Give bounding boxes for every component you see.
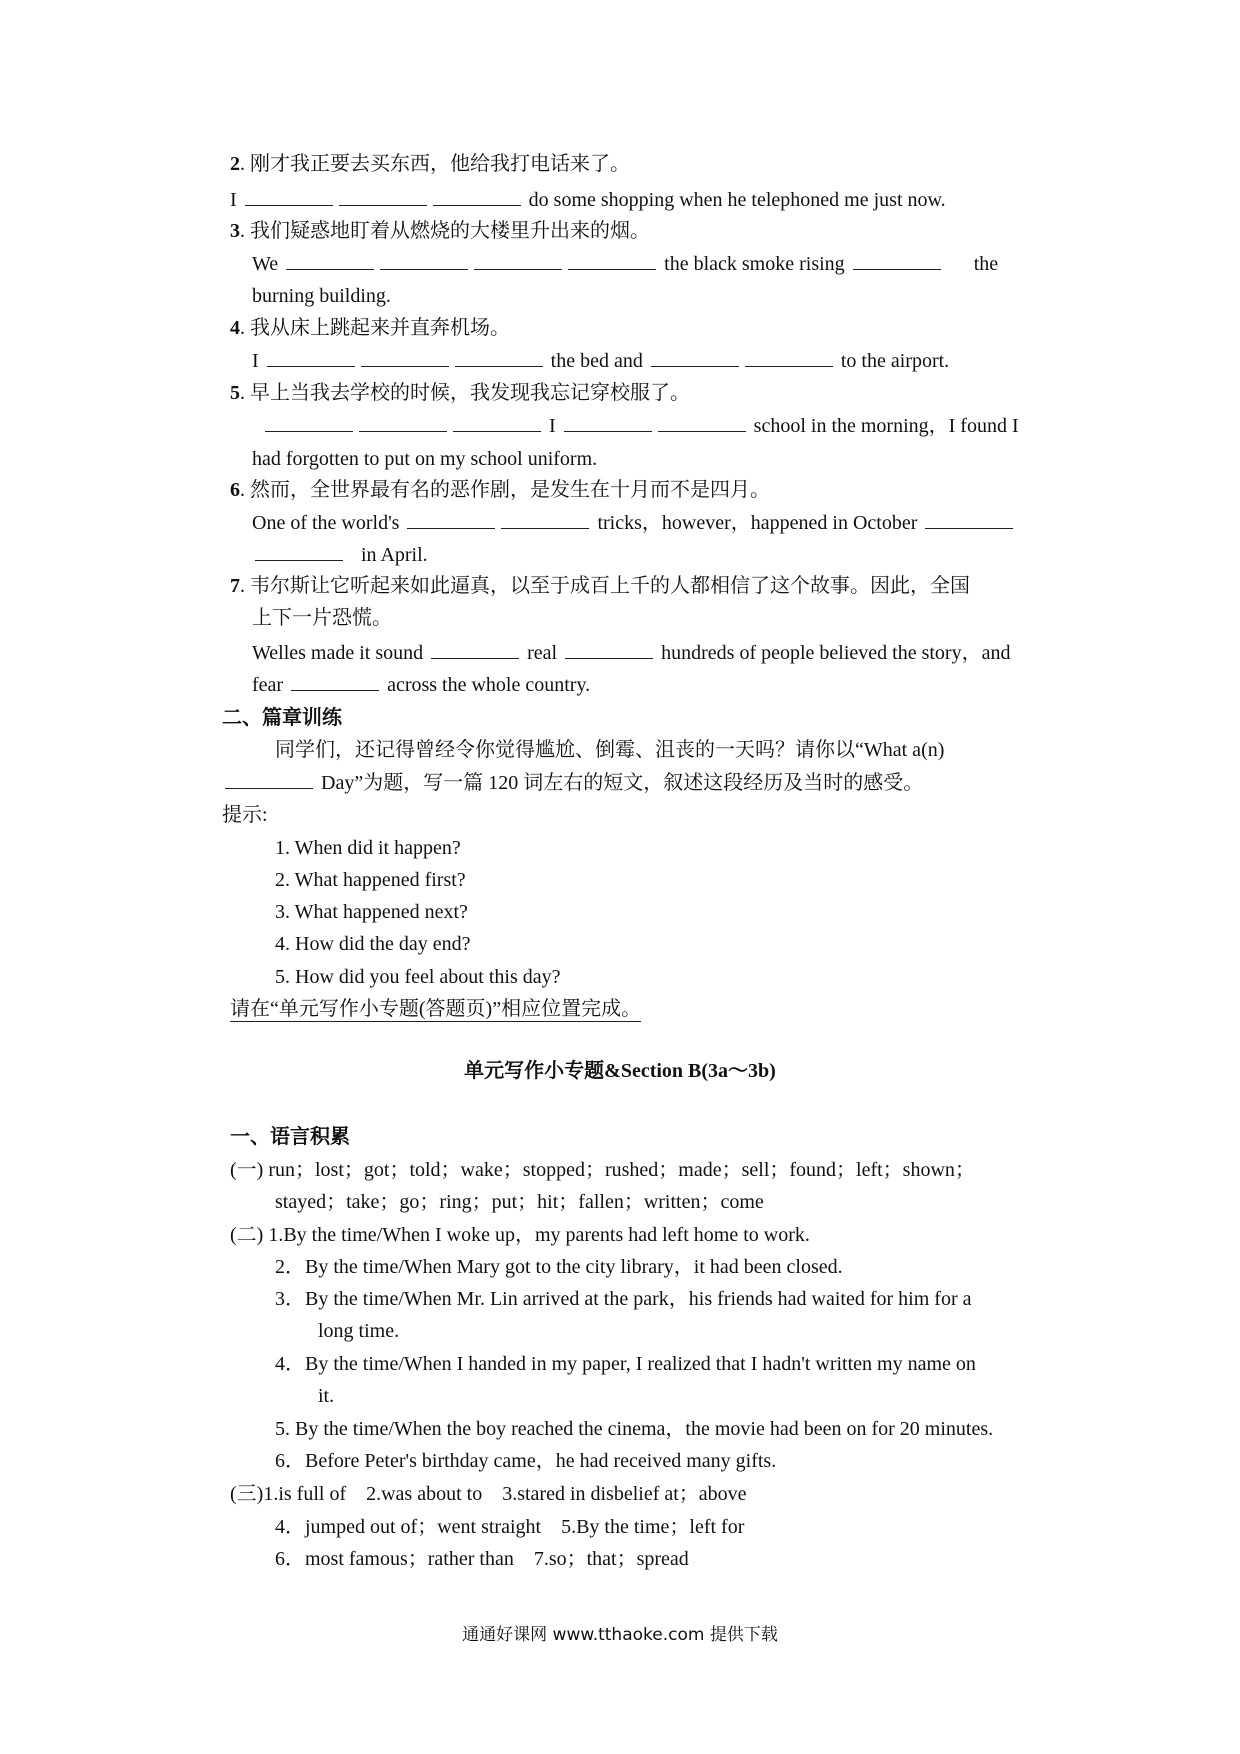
blank[interactable]: [291, 672, 379, 691]
blank[interactable]: [286, 251, 374, 270]
part2-item4-cont: it.: [318, 1385, 335, 1407]
q5-english-line2: had forgotten to put on my school uniform.: [252, 448, 598, 470]
q4-chinese: 4. 我从床上跳起来并直奔机场。: [230, 317, 510, 339]
blank[interactable]: [568, 251, 656, 270]
blank[interactable]: [455, 348, 543, 367]
hint-item: 4. How did the day end?: [275, 933, 471, 955]
part2-item2: 2．By the time/When Mary got to the city library，it had been closed.: [275, 1256, 843, 1278]
q3-chinese: 3. 我们疑惑地盯着从燃烧的大楼里升出来的烟。: [230, 220, 650, 242]
hint-item: 2. What happened first?: [275, 869, 466, 891]
q6-english-line1: One of the world's tricks，however，happened in October: [252, 510, 1016, 536]
q2-chinese: 2. 刚才我正要去买东西，他给我打电话来了。: [230, 153, 630, 175]
q5-chinese: 5. 早上当我去学校的时候，我发现我忘记穿校服了。: [230, 382, 690, 404]
part3-line3: 6．most famous；rather than 7.so；that；spread: [275, 1548, 689, 1570]
hint-item: 1. When did it happen?: [275, 837, 461, 859]
blank[interactable]: [501, 510, 589, 529]
part2-item4: 4．By the time/When I handed in my paper, I realized that I hadn't written my name on: [275, 1353, 976, 1375]
q6-english-line2: in April.: [252, 542, 428, 568]
blank[interactable]: [265, 413, 353, 432]
essay-prompt-line1: 同学们，还记得曾经令你觉得尴尬、倒霉、沮丧的一天吗？请你以“What a(n): [275, 739, 945, 761]
blank[interactable]: [474, 251, 562, 270]
title-blank[interactable]: [225, 770, 313, 789]
blank[interactable]: [407, 510, 495, 529]
page-footer: 通通好课网 www.tthaoke.com 提供下载: [462, 1625, 778, 1645]
part1-line2: stayed；take；go；ring；put；hit；fallen；written；come: [275, 1191, 764, 1213]
blank[interactable]: [564, 413, 652, 432]
blank[interactable]: [359, 413, 447, 432]
blank[interactable]: [925, 510, 1013, 529]
blank[interactable]: [565, 640, 653, 659]
essay-heading: 二、篇章训练: [222, 707, 342, 729]
blank[interactable]: [245, 187, 333, 206]
part2-item1: (二) 1.By the time/When I woke up，my parents had left home to work.: [230, 1224, 810, 1246]
part3-line2: 4．jumped out of；went straight 5.By the time；left for: [275, 1516, 745, 1538]
q4-english: I the bed and to the airport.: [252, 350, 950, 372]
answers-heading: 一、语言积累: [230, 1126, 350, 1148]
part2-item5: 5. By the time/When the boy reached the cinema，the movie had been on for 20 minutes.: [275, 1418, 994, 1440]
q7-chinese-line1: 7. 韦尔斯让它听起来如此逼真，以至于成百上千的人都相信了这个故事。因此，全国: [230, 575, 970, 597]
hint-item: 3. What happened next?: [275, 901, 468, 923]
blank[interactable]: [361, 348, 449, 367]
part1-line1: (一) run；lost；got；told；wake；stopped；rushed；made；sell；found；left；shown；: [230, 1159, 975, 1181]
q7-chinese-line2: 上下一片恐慌。: [252, 607, 392, 629]
blank[interactable]: [255, 542, 343, 561]
q3-english-line2: burning building.: [252, 285, 391, 307]
blank[interactable]: [453, 413, 541, 432]
essay-prompt-line2: Day”为题，写一篇 120 词左右的短文，叙述这段经历及当时的感受。: [222, 770, 923, 796]
q7-english-line2: fear across the whole country.: [252, 674, 591, 696]
blank[interactable]: [431, 640, 519, 659]
part2-item3-cont: long time.: [318, 1320, 400, 1342]
part2-item3: 3．By the time/When Mr. Lin arrived at the park，his friends had waited for him for a: [275, 1288, 972, 1310]
blank[interactable]: [380, 251, 468, 270]
hint-label: 提示:: [222, 804, 268, 826]
q3-english-line1: We the black smoke rising the: [252, 253, 999, 275]
blank[interactable]: [433, 187, 521, 206]
q7-english-line1: Welles made it sound real hundreds of people believed the story，and: [252, 642, 1011, 664]
blank[interactable]: [745, 348, 833, 367]
part3-line1: (三)1.is full of 2.was about to 3.stared in disbelief at；above: [230, 1483, 747, 1505]
q6-chinese: 6. 然而，全世界最有名的恶作剧，是发生在十月而不是四月。: [230, 479, 770, 501]
answers-section-title: 单元写作小专题&Section B(3a～3b): [464, 1060, 776, 1082]
blank[interactable]: [658, 413, 746, 432]
q5-english-line1: I school in the morning，I found I: [262, 413, 1019, 439]
blank[interactable]: [267, 348, 355, 367]
essay-instruction: 请在“单元写作小专题(答题页)”相应位置完成。: [230, 998, 642, 1020]
q2-english: I do some shopping when he telephoned me just now.: [230, 189, 946, 211]
hint-item: 5. How did you feel about this day?: [275, 966, 561, 988]
blank[interactable]: [339, 187, 427, 206]
part2-item6: 6．Before Peter's birthday came，he had received many gifts.: [275, 1450, 777, 1472]
blank[interactable]: [651, 348, 739, 367]
blank[interactable]: [853, 251, 941, 270]
